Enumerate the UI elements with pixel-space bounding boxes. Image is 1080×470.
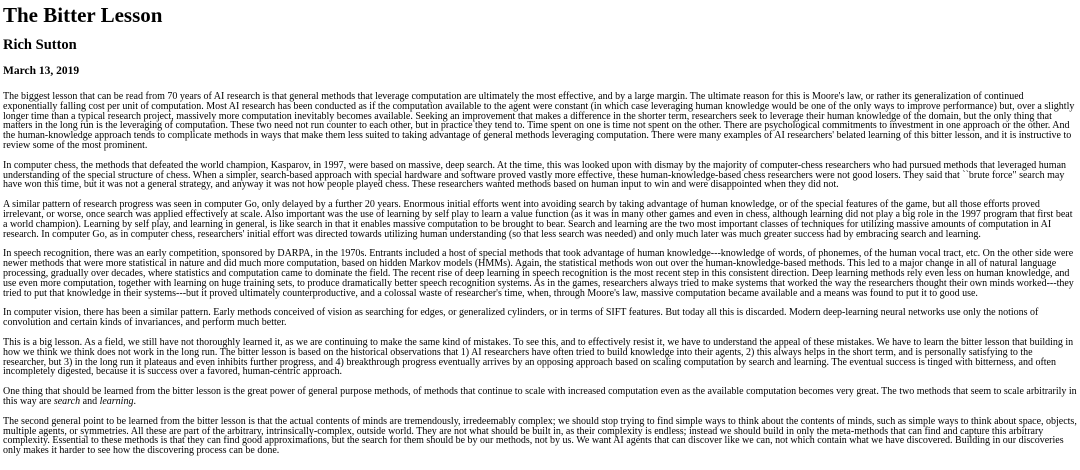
paragraph-speech-recognition: In speech recognition, there was an early competition, sponsored by DARPA, in the 1970s. Entrants included a host of special methods that took advantage of human knowledge---knowledge of words, of phonemes, of the human vocal tract, etc. On the other side were newer methods that were more statistical in nature and did much more computation, based on hidden Markov models (HMMs). Again, the statistical methods won out over the human-knowledge-based methods. This led to a major change in all of natural language processing, gradually over decades, where statistics and computation came to dominate the field. The recent rise of deep learning in speech recognition is the most recent step in this consistent direction. Deep learning methods rely even less on human knowledge, and use even more computation, together with learning on huge training sets, to produce dramatically better speech recognition systems. As in the games, researchers always tried to make systems that worked the way the researchers thought their own minds worked---they tried to put that knowledge in their systems---but it proved ultimately counterproductive, and a colossal waste of researcher's time, when, through Moore's law, massive computation became available and a means was found to put it to good use.	[3, 248, 1074, 299]
search-term-italic: search	[53, 395, 81, 407]
paragraph-intro: The biggest lesson that can be read from 70 years of AI research is that general methods that leverage computation are ultimately the most effective, and by a large margin. The ultimate reason for this is Moore's law, or rather its generalization of continued exponentially falling cost per unit of computation. Most AI research has been conducted as if the computation available to the agent were constant (in which case leveraging human knowledge would be one of the only ways to improve performance) but, over a slightly longer time than a typical research project, massively more computation inevitably becomes available. Seeking an improvement that makes a difference in the shorter term, researchers seek to leverage their human knowledge of the domain, but the only thing that matters in the long run is the leveraging of computation. These two need not run counter to each other, but in practice they tend to. Time spent on one is time not spent on the other. There are psychological commitments to investment in one approach or the other. And the human-knowledge approach tends to complicate methods in ways that make them less suited to taking advantage of general methods leveraging computation. There were many examples of AI researchers' belated learning of this bitter lesson, and it is instructive to review some of the most prominent.	[3, 91, 1075, 152]
learning-term-italic: learning	[99, 395, 134, 407]
paragraph-computer-vision: In computer vision, there has been a similar pattern. Early methods conceived of vision as searching for edges, or generalized cylinders, or in terms of SIFT features. But today all this is discarded. Modern deep-learning neural networks use only the notions of convolution and certain kinds of invariances, and perform much better.	[3, 307, 1039, 329]
paragraph-computer-chess: In computer chess, the methods that defeated the world champion, Kasparov, in 1997, were based on massive, deep search. At the time, this was looked upon with dismay by the majority of computer-chess researchers who had pursued methods that leveraged human understanding of the special structure of chess. When a simpler, search-based approach with special hardware and software proved vastly more effective, these human-knowledge-based chess researchers were not good losers. They said that ``brute force" search may have won this time, but it was not a general strategy, and anyway it was not how people played chess. These researchers wanted methods based on human input to win and were disappointed when they did not.	[3, 159, 1067, 191]
paragraph-general-methods	[3, 387, 1077, 407]
paragraph-contents-of-minds: The second general point to be learned from the bitter lesson is that the actual contents of minds are tremendously, irredeemably complex; we should stop trying to find simple ways to think about the contents of minds, such as simple ways to think about space, objects, multiple agents, or symmetries. All these are part of the arbitrary, intrinsically-complex, outside world. They are not what should be built in, as their complexity is endless; instead we should build in only the meta-methods that can find and capture this arbitrary complexity. Essential to these methods is that they can find good approximations, but the search for them should be by our methods, not by us. We want AI agents that can discover like we can, not which contain what we have discovered. Building in our discoveries only makes it harder to see how the discovering process can be done.	[3, 415, 1077, 457]
paragraph-computer-go: A similar pattern of research progress was seen in computer Go, only delayed by a further 20 years. Enormous initial efforts went into avoiding search by taking advantage of human knowledge, or of the special features of the game, but all those efforts proved irrelevant, or worse, once search was applied effectively at scale. Also important was the use of learning by self play to learn a value function (as it was in many other games and even in chess, although learning did not play a big role in the 1997 program that first beat a world champion). Learning by self play, and learning in general, is like search in that it enables massive computation to be brought to bear. Search and learning are the two most important classes of techniques for utilizing massive amounts of computation in AI research. In computer Go, as in computer chess, researchers' initial effort was directed towards utilizing human understanding (so that less search was needed) and only much later was much greater success had by embracing search and learning.	[3, 199, 1073, 240]
paragraph-big-lesson: This is a big lesson. As a field, we still have not thoroughly learned it, as we are continuing to make the same kind of mistakes. To see this, and to effectively resist it, we have to understand the appeal of these mistakes. We have to learn the bitter lesson that building in how we think we think does not work in the long run. The bitter lesson is based on the historical observations that 1) AI researchers have often tried to build knowledge into their agents, 2) this always helps in the short term, and is personally satisfying to the researcher, but 3) in the long run it plateaus and even inhibits further progress, and 4) breakthrough progress eventually arrives by an opposing approach based on scaling computation by search and learning. The eventual success is tinged with bitterness, and often incompletely digested, because it is success over a favored, human-centric approach.	[3, 336, 1074, 378]
author-heading: Rich Sutton	[3, 37, 77, 54]
paragraph-general-methods-period: .	[133, 395, 136, 407]
page-title: The Bitter Lesson	[3, 3, 163, 27]
date-heading: March 13, 2019	[3, 64, 80, 77]
paragraph-general-methods-conjunction: and	[80, 395, 100, 407]
paragraph-general-methods-lead: One thing that should be learned from the bitter lesson is the great power of general purpose methods, of methods that continue to scale with increased computation even as the available computation becomes very great. The two methods that seem to scale arbitrarily in this way are	[3, 386, 1077, 407]
